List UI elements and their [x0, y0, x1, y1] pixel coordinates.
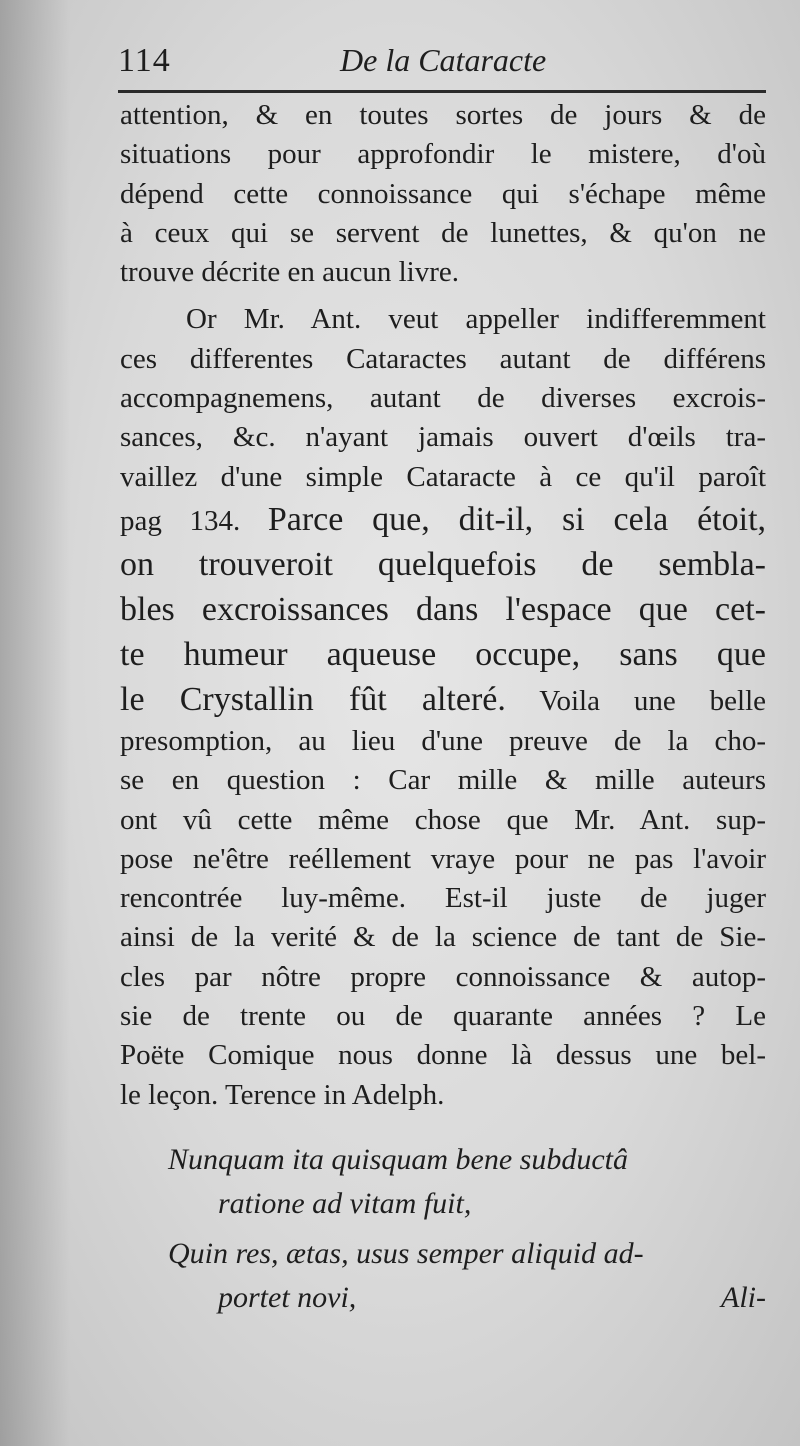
- text-line: à ceux qui se servent de lunettes, & qu'on ne: [120, 216, 766, 249]
- verse-continuation: ratione ad vitam fuit,: [218, 1187, 472, 1220]
- text-line: Or Mr. Ant. veut appeller indifferemment: [186, 303, 766, 336]
- paragraph-gap: [120, 292, 766, 300]
- quote-end-line: [120, 677, 766, 722]
- quote-opening: Parce que, dit-il, si cela étoit,: [267, 500, 767, 538]
- page-reference: pag 134.: [120, 504, 241, 537]
- header-rule: [118, 90, 766, 93]
- text-line: attention, & en toutes sortes de jours & de: [120, 99, 766, 131]
- quote-closing: le Crystallin fût alteré.: [120, 680, 506, 718]
- page-number: 114: [118, 42, 171, 79]
- verse-continuation: portet novi,: [218, 1281, 357, 1314]
- text-line: cles par nôtre propre connoissance & autop-: [120, 960, 766, 993]
- text-line: vaillez d'une simple Cataracte à ce qu'il paroît: [120, 460, 766, 493]
- text-line: Poëte Comique nous donne là dessus une bel-: [120, 1039, 766, 1072]
- text-line: pose ne'être reéllement vraye pour ne pas l'avoir: [120, 842, 766, 875]
- verse-line: Nunquam ita quisquam bene subductâ: [168, 1143, 628, 1176]
- catchword: Ali-: [721, 1281, 766, 1314]
- text-line: sances, &c. n'ayant jamais ouvert d'œils tra-: [120, 421, 766, 454]
- after-quote-text: Voila une belle: [539, 684, 766, 717]
- quote-line: bles excroissances dans l'espace que cet-: [120, 590, 766, 628]
- verse-last-row: [168, 1276, 766, 1320]
- running-head: [118, 40, 766, 90]
- text-line: se en question : Car mille & mille auteurs: [120, 764, 766, 797]
- running-title: De la Cataracte: [340, 42, 547, 78]
- verse-line: Quin res, ætas, usus semper aliquid ad-: [168, 1237, 644, 1270]
- latin-verse: [168, 1138, 766, 1320]
- text-line: rencontrée luy-même. Est-il juste de juger: [120, 882, 766, 915]
- text-line: situations pour approfondir le mistere, d'où: [120, 138, 766, 171]
- quote-line: on trouveroit quelquefois de sembla-: [120, 545, 766, 583]
- text-line: le leçon. Terence in Adelph.: [120, 1078, 445, 1111]
- quote-line: te humeur aqueuse occupe, sans que: [120, 635, 766, 673]
- text-line: ont vû cette même chose que Mr. Ant. sup-: [120, 803, 766, 836]
- text-line: accompagnemens, autant de diverses excrois-: [120, 382, 766, 415]
- text-line: ces differentes Cataractes autant de différens: [120, 342, 766, 375]
- text-line: trouve décrite en aucun livre.: [120, 256, 459, 289]
- text-line: ainsi de la verité & de la science de tant de Sie-: [120, 921, 766, 954]
- body-text: [120, 96, 766, 1115]
- text-line: sie de trente ou de quarante années ? Le: [120, 1000, 766, 1033]
- quote-start-line: [120, 497, 766, 542]
- text-line: dépend cette connoissance qui s'échape même: [120, 177, 766, 210]
- text-line: presomption, au lieu d'une preuve de la cho-: [120, 724, 766, 757]
